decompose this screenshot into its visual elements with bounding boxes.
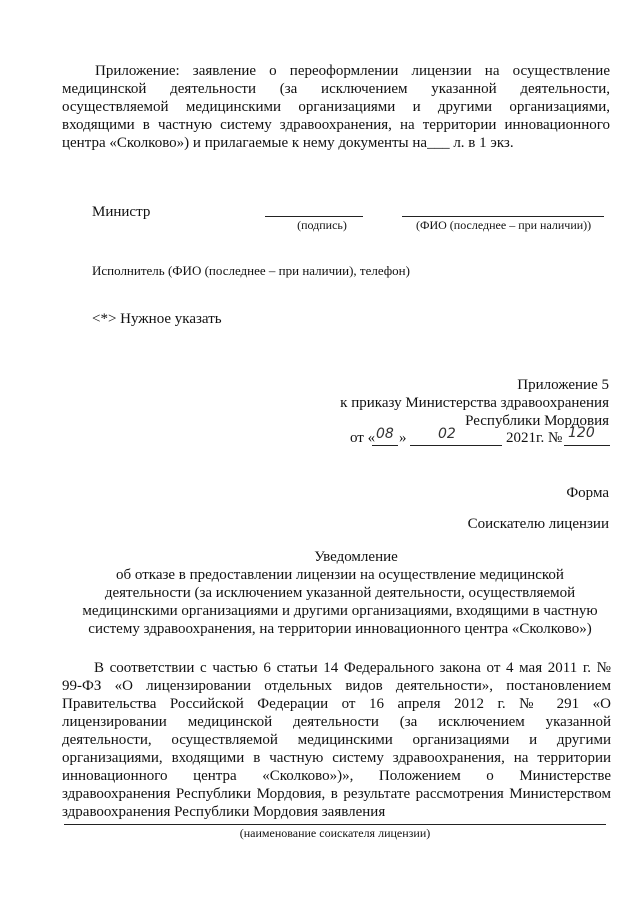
addressee: Соискателю лицензии xyxy=(467,516,609,532)
signature-caption: (подпись) xyxy=(297,218,347,232)
attachment-line-1: Приложение: заявление о переоформлении лицензии на осуществление xyxy=(95,63,610,79)
body-line-9: здравоохранения Республики Мордовия заявления xyxy=(62,804,386,820)
order-number-line xyxy=(564,445,610,446)
attachment-line-2: медицинской деятельности (за исключением указанной деятельности, xyxy=(62,81,610,97)
minister-label: Министр xyxy=(92,204,151,220)
body-line-3: Правительства Российской Федерации от 16 апреля 2012 г. № 291 «О xyxy=(62,696,611,712)
applicant-caption: (наименование соискателя лицензии) xyxy=(239,826,431,840)
signature-line xyxy=(265,216,363,217)
executor-line: Исполнитель (ФИО (последнее – при наличии), телефон) xyxy=(92,263,410,278)
date-close-quote: » xyxy=(399,430,407,446)
appendix-line-1: к приказу Министерства здравоохранения xyxy=(340,395,609,411)
body-line-2: 99-ФЗ «О лицензировании отдельных видов деятельности», постановлением xyxy=(62,678,611,694)
date-month: 02 xyxy=(438,426,456,442)
date-day-line xyxy=(372,445,398,446)
attachment-line-4: входящими в частную систему здравоохранения, на территории инновационного xyxy=(62,117,610,133)
appendix-date-row xyxy=(350,425,612,449)
body-line-5: деятельности, осуществляемой медицинскими организациями и другими xyxy=(62,732,611,748)
body-line-1: В соответствии с частью 6 статьи 14 Федерального закона от 4 мая 2011 г. № xyxy=(94,660,611,676)
attachment-line-5: центра «Сколково») и прилагаемые к нему документы на___ л. в 1 экз. xyxy=(62,135,514,151)
date-prefix: от « xyxy=(350,430,376,446)
date-year: 2021г. № xyxy=(506,430,563,446)
body-line-4: лицензировании медицинской деятельности (за исключением указанной xyxy=(62,714,611,730)
body-line-7: инновационного центра «Сколково»)», Положением о Министерстве xyxy=(62,768,611,784)
date-month-line xyxy=(410,445,502,446)
body-line-6: организациями, входящими в частную систему здравоохранения, на территории xyxy=(62,750,611,766)
notice-subtitle-2: деятельности (за исключением указанной деятельности, осуществляемой xyxy=(104,585,576,601)
fio-caption: (ФИО (последнее – при наличии)) xyxy=(416,218,592,232)
footnote: <*> Нужное указать xyxy=(92,311,222,327)
fio-line xyxy=(402,216,604,217)
notice-title: Уведомление xyxy=(314,549,398,565)
appendix-line-2: Республики Мордовия xyxy=(465,413,609,429)
date-day: 08 xyxy=(376,426,394,442)
form-label: Форма xyxy=(566,485,609,501)
notice-subtitle-1: об отказе в предоставлении лицензии на осуществление медицинской xyxy=(116,567,564,583)
body-line-8: здравоохранения Республики Мордовия, в результате рассмотрения Министерством xyxy=(62,786,611,802)
order-number: 120 xyxy=(568,425,595,441)
applicant-line xyxy=(64,824,606,825)
notice-subtitle-4: систему здравоохранения, на территории инновационного центра «Сколково») xyxy=(88,621,592,637)
attachment-line-3: осуществляемой медицинскими организациями и другими организациями, xyxy=(62,99,610,115)
notice-subtitle-3: медицинскими организациями и другими организациями, входящими в частную xyxy=(82,603,598,619)
appendix-title: Приложение 5 xyxy=(517,377,609,393)
